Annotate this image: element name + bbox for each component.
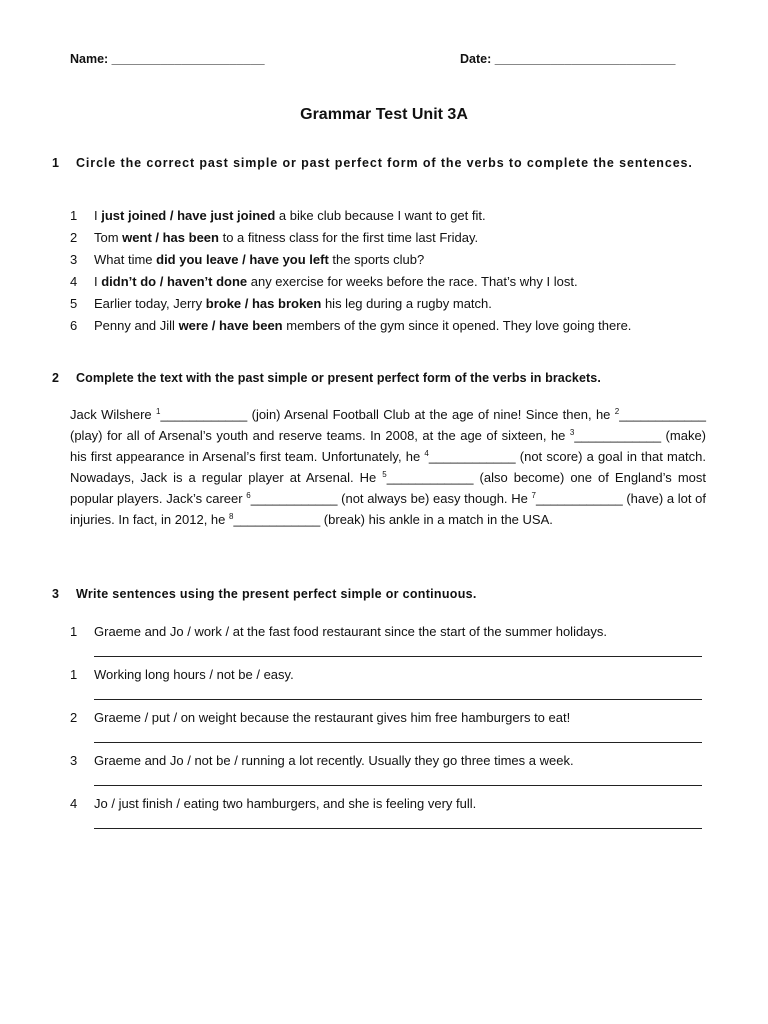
- section-1-list: [70, 205, 706, 337]
- section-number: 1: [52, 156, 59, 170]
- section-1-heading: [52, 155, 706, 171]
- paragraph-text: Jack Wilshere: [70, 407, 157, 422]
- item-number: 2: [70, 230, 78, 245]
- section-instruction: Complete the text with the past simple or present perfect form of the verbs in brackets.: [76, 371, 601, 385]
- item-number: 1: [70, 208, 78, 223]
- page-title: Grammar Test Unit 3A: [300, 106, 468, 123]
- list-item: [70, 666, 706, 684]
- item-prompt: Graeme and Jo / not be / running a lot recently. Usually they go three times a week.: [94, 753, 574, 768]
- item-number: 1: [70, 624, 78, 639]
- date-field: Date: __________________________: [460, 52, 676, 66]
- gap-number: 5: [382, 470, 387, 479]
- item-choice: were / have been: [178, 318, 283, 333]
- item-text-post: his leg during a rugby match.: [321, 296, 492, 311]
- gap-number: 7: [531, 491, 536, 500]
- gap-number: 6: [246, 491, 251, 500]
- item-prompt: Graeme / put / on weight because the restaurant gives him free hamburgers to eat!: [94, 710, 571, 725]
- name-field: Name: ______________________: [70, 52, 265, 66]
- paragraph-text: ____________ (not always be) easy though. He: [250, 491, 532, 506]
- list-item: [70, 227, 706, 249]
- item-number: 2: [70, 710, 78, 725]
- section-3-list: [70, 623, 706, 838]
- item-text-pre: I: [94, 208, 102, 223]
- list-item: [70, 205, 706, 227]
- item-text-pre: Tom: [94, 230, 123, 245]
- paragraph-text: ____________ (break) his ankle in a match in the USA.: [233, 512, 553, 527]
- item-choice: broke / has broken: [205, 296, 322, 311]
- item-number: 1: [70, 667, 78, 682]
- paragraph-text: ____________ (join) Arsenal Football Club at the age of nine! Since then, he: [160, 407, 615, 422]
- gap-fill-paragraph: [70, 404, 706, 530]
- list-item: [70, 249, 706, 271]
- section-3-heading: [52, 586, 706, 602]
- item-text-post: any exercise for weeks before the race. That’s why I lost.: [247, 274, 578, 289]
- gap-number: 8: [228, 512, 234, 521]
- paragraph-text: ____________ (play) for all of Arsenal’s youth and reserve teams. In 2008, at the age of sixteen, he: [70, 407, 706, 443]
- item-number: 4: [70, 796, 78, 811]
- gap-number: 1: [156, 407, 161, 416]
- item-prompt: Graeme and Jo / work / at the fast food restaurant since the start of the summer holidays.: [94, 624, 608, 639]
- answer-line[interactable]: [94, 641, 706, 666]
- section-instruction: Circle the correct past simple or past perfect form of the verbs to complete the sentences.: [76, 156, 693, 170]
- gap-number: 4: [424, 449, 429, 458]
- item-text-post: members of the gym since it opened. They love going there.: [282, 318, 632, 333]
- item-number: 3: [70, 753, 78, 768]
- list-item: [70, 271, 706, 293]
- list-item: [70, 795, 706, 813]
- answer-line[interactable]: [94, 813, 706, 838]
- item-number: 6: [70, 318, 78, 333]
- list-item: [70, 315, 706, 337]
- list-item: [70, 709, 706, 727]
- item-choice: didn’t do / haven’t done: [101, 274, 248, 289]
- section-instruction: Write sentences using the present perfect simple or continuous.: [76, 587, 477, 601]
- item-number: 5: [70, 296, 78, 311]
- answer-line[interactable]: [94, 770, 706, 795]
- item-text-post: a bike club because I want to get fit.: [275, 208, 486, 223]
- item-text-pre: What time: [94, 252, 157, 267]
- section-2-heading: [52, 370, 706, 386]
- paragraph-text: ____________ (make) his first appearance in Arsenal’s first team. Unfortunately, he: [70, 428, 706, 464]
- item-text-pre: Earlier today, Jerry: [94, 296, 206, 311]
- item-text-post: the sports club?: [328, 252, 425, 267]
- item-text-pre: Penny and Jill: [94, 318, 179, 333]
- paragraph-text: ____________ (have) a lot of injuries. In fact, in 2012, he: [70, 491, 706, 527]
- item-prompt: Working long hours / not be / easy.: [94, 667, 294, 682]
- gap-number: 2: [614, 407, 620, 416]
- item-text-post: to a fitness class for the first time last Friday.: [218, 230, 479, 245]
- paragraph-text: ____________ (also become) one of England’s most popular players. Jack’s career: [70, 470, 706, 506]
- section-number: 2: [52, 371, 59, 385]
- gap-number: 3: [569, 428, 575, 437]
- list-item: [70, 623, 706, 641]
- item-choice: just joined / have just joined: [101, 208, 276, 223]
- item-number: 3: [70, 252, 78, 267]
- item-text-pre: I: [94, 274, 102, 289]
- item-choice: did you leave / have you left: [156, 252, 329, 267]
- list-item: [70, 752, 706, 770]
- section-number: 3: [52, 587, 59, 601]
- paragraph-text: ____________ (not score) a goal in that match. Nowadays, Jack is a regular player at Arsenal. He: [70, 449, 706, 485]
- list-item: [70, 293, 706, 315]
- answer-line[interactable]: [94, 727, 706, 752]
- item-prompt: Jo / just finish / eating two hamburgers, and she is feeling very full.: [94, 796, 477, 811]
- item-number: 4: [70, 274, 78, 289]
- answer-line[interactable]: [94, 684, 706, 709]
- item-choice: went / has been: [122, 230, 219, 245]
